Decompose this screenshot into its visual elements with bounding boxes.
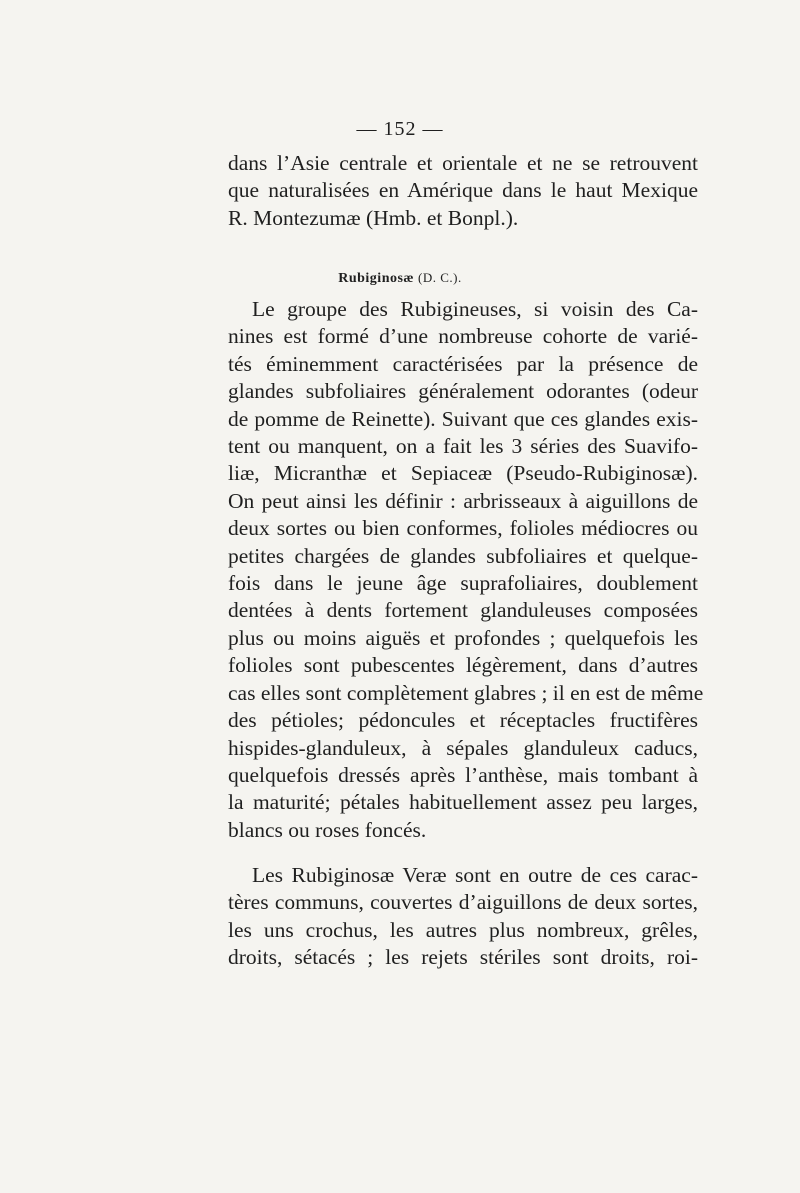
- text-line: liæ, Micranthæ et Sepiaceæ (Pseudo-Rubiginosæ).: [228, 461, 698, 486]
- text-line: nines est formé d’une nombreuse cohorte de varié-: [228, 324, 698, 349]
- text-line: folioles sont pubescentes légèrement, dans d’autres: [228, 653, 698, 678]
- text-line: blancs ou roses foncés.: [228, 817, 427, 842]
- text-line: tés éminemment caractérisées par la présence de: [228, 351, 698, 376]
- text-line: glandes subfoliaires généralement odorantes (odeur: [228, 379, 698, 404]
- text-line: droits, sétacés ; les rejets stériles sont droits, roi-: [228, 945, 698, 970]
- text-line: la maturité; pétales habituellement assez peu larges,: [228, 790, 698, 815]
- paragraph-rubiginosae-verae: [228, 862, 698, 972]
- text-line: cas elles sont complètement glabres ; il en est de même: [228, 680, 704, 705]
- section-title: Rubiginosæ: [338, 271, 415, 286]
- text-line: On peut ainsi les définir : arbrisseaux à aiguillons de: [228, 488, 698, 513]
- text-line: de pomme de Reinette). Suivant que ces glandes exis-: [228, 406, 698, 431]
- text-line: Le groupe des Rubigineuses, si voisin des Ca-: [252, 297, 698, 321]
- paragraph-rubigineuses: [228, 296, 704, 844]
- text-line: R. Montezumæ (Hmb. et Bonpl.).: [228, 205, 519, 230]
- paragraph-continuation: [228, 150, 698, 232]
- text-line: plus ou moins aiguës et profondes ; quelquefois les: [228, 625, 698, 650]
- section-heading: [0, 270, 800, 287]
- text-line: quelquefois dressés après l’anthèse, mais tombant à: [228, 762, 698, 787]
- text-line: fois dans le jeune âge suprafoliaires, doublement: [228, 571, 698, 596]
- text-line: Les Rubiginosæ Veræ sont en outre de ces carac-: [252, 863, 698, 887]
- text-line: dans l’Asie centrale et orientale et ne se retrouvent: [228, 151, 698, 175]
- section-author: (D. C.).: [418, 270, 462, 285]
- text-line: hispides-glanduleux, à sépales glanduleux caducs,: [228, 735, 698, 760]
- text-line: des pétioles; pédoncules et réceptacles fructifères: [228, 708, 698, 733]
- page-number: — 152 —: [356, 118, 444, 140]
- text-line: tères communs, couvertes d’aiguillons de deux sortes,: [228, 890, 698, 915]
- text-line: les uns crochus, les autres plus nombreux, grêles,: [228, 917, 698, 942]
- text-line: tent ou manquent, on a fait les 3 séries des Suavifo-: [228, 434, 698, 459]
- text-line: petites chargées de glandes subfoliaires et quelque-: [228, 543, 698, 568]
- text-line: que naturalisées en Amérique dans le haut Mexique: [228, 178, 698, 203]
- text-line: dentées à dents fortement glanduleuses composées: [228, 598, 698, 623]
- text-line: deux sortes ou bien conformes, folioles médiocres ou: [228, 516, 698, 541]
